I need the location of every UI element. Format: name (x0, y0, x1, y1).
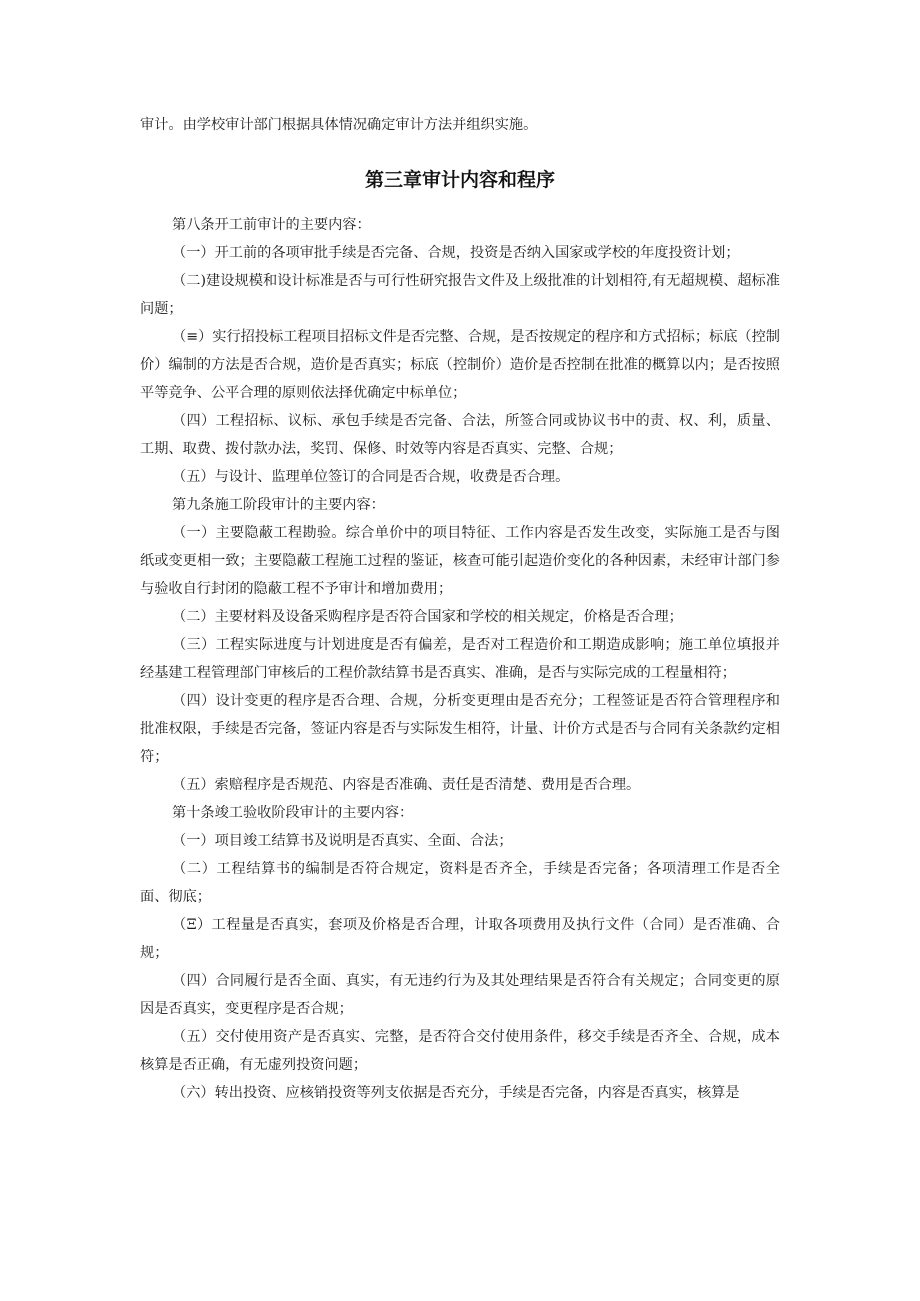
paragraph: （≡）实行招投标工程项目招标文件是否完整、合规，是否按规定的程序和方式招标；标底（控制价）编制的方法是否合规，造价是否真实；标底（控制价）造价是否控制在批准的概算以内；是否按照平等竞争、公平合理的原则依法择优确定中标单位； (140, 329, 780, 401)
article-9-heading: 第九条施工阶段审计的主要内容： (172, 497, 385, 513)
paragraph: （二)建设规模和设计标准是否与可行性研究报告文件及上级批准的计划相符,有无超规模、超标准问题； (140, 273, 780, 317)
paragraph: （Ξ）工程量是否真实，套项及价格是否合理，计取各项费用及执行文件（合同）是否准确、合规； (140, 917, 780, 961)
paragraph: （四）设计变更的程序是否合理、合规，分析变更理由是否充分；工程签证是否符合管理程序和批准权限，手续是否完备，签证内容是否与实际发生相符，计量、计价方式是否与合同有关条款约定相符； (140, 693, 780, 765)
lead-paragraph: 审计。由学校审计部门根据具体情况确定审计方法并组织实施。 (140, 117, 538, 133)
paragraph: （一）主要隐蔽工程勘验。综合单价中的项目特征、工作内容是否发生改变，实际施工是否与图纸或变更相一致；主要隐蔽工程施工过程的鉴证，核查可能引起造价变化的各种因素，未经审计部门参与验收自行封闭的隐蔽工程不予审计和增加费用； (140, 525, 780, 597)
paragraph: （六）转出投资、应核销投资等列支依据是否充分，手续是否完备，内容是否真实，核算是 (172, 1085, 740, 1101)
paragraph: （五）交付使用资产是否真实、完整，是否符合交付使用条件，移交手续是否齐全、合规，成本核算是否正确，有无虚列投资问题； (140, 1029, 780, 1073)
paragraph: （一）项目竣工结算书及说明是否真实、全面、合法； (172, 833, 513, 849)
paragraph: （五）索赔程序是否规范、内容是否准确、责任是否清楚、费用是否合理。 (172, 777, 641, 793)
chapter-title: 第三章审计内容和程序 (364, 169, 555, 191)
body-text (140, 211, 780, 1107)
paragraph: （一）开工前的各项审批手续是否完备、合规，投资是否纳入国家或学校的年度投资计划； (172, 245, 740, 261)
paragraph: （五）与设计、监理单位签订的合同是否合规，收费是否合理。 (172, 469, 570, 485)
article-8-heading: 第八条开工前审计的主要内容： (172, 217, 371, 233)
article-10-heading: 第十条竣工验收阶段审计的主要内容： (172, 805, 414, 821)
paragraph: （四）合同履行是否全面、真实，有无违约行为及其处理结果是否符合有关规定；合同变更的原因是否真实，变更程序是否合规； (140, 973, 780, 1017)
paragraph: （四）工程招标、议标、承包手续是否完备、合法，所签合同或协议书中的责、权、利，质量、工期、取费、拨付款办法，奖罚、保修、时效等内容是否真实、完整、合规； (140, 413, 780, 457)
paragraph: （三）工程实际进度与计划进度是否有偏差，是否对工程造价和工期造成影响；施工单位填报并经基建工程管理部门审核后的工程价款结算书是否真实、准确，是否与实际完成的工程量相符； (140, 637, 780, 681)
paragraph: （二）工程结算书的编制是否符合规定，资料是否齐全，手续是否完备；各项清理工作是否全面、彻底； (140, 861, 780, 905)
paragraph: （二）主要材料及设备采购程序是否符合国家和学校的相关规定，价格是否合理； (172, 609, 683, 625)
